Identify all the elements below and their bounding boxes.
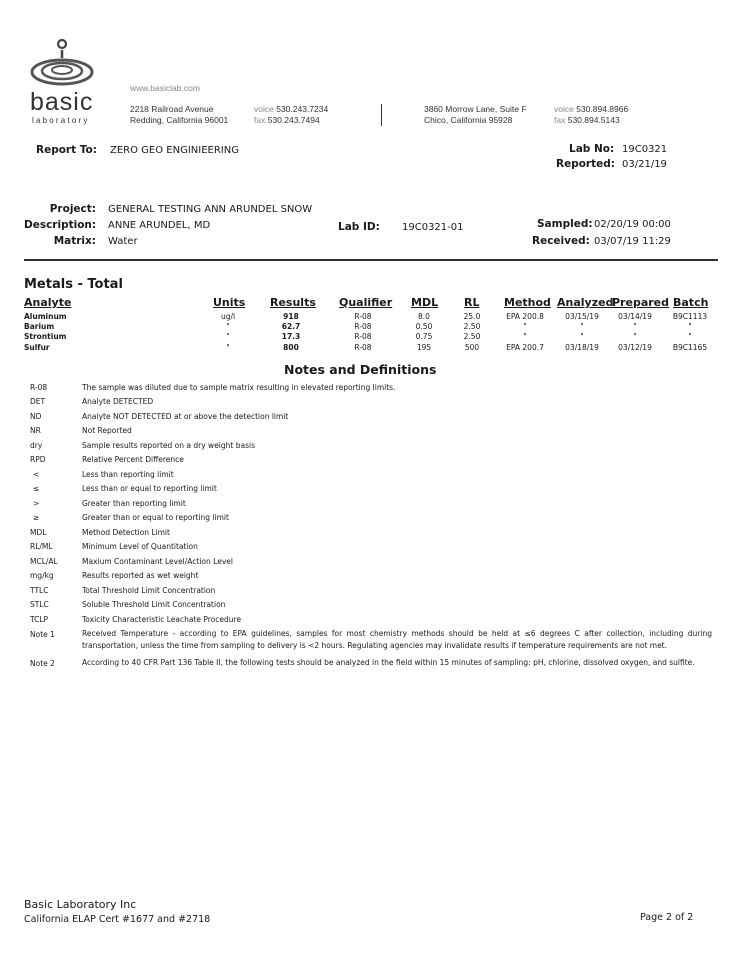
cell-analyte: Barium — [24, 322, 55, 331]
cell-result: 800 — [283, 343, 299, 352]
voice-label: voice — [554, 104, 574, 114]
note-abbr: R-08 — [30, 383, 48, 392]
note-def: Minimum Level of Quantitation — [82, 542, 198, 551]
note-abbr: dry — [30, 441, 43, 450]
logo-wordmark: basic — [30, 88, 94, 116]
col-header-analyte: Analyte — [24, 296, 72, 309]
project-value: GENERAL TESTING ANN ARUNDEL SNOW — [108, 204, 313, 215]
fax-number: 530.243.7494 — [267, 115, 320, 125]
note-def: Soluble Threshold Limit Concentration — [82, 600, 226, 609]
note-def: Toxicity Characteristic Leachate Procedure — [82, 615, 242, 624]
cell-qualifier: R-08 — [354, 322, 372, 331]
description-label: Description: — [24, 219, 97, 231]
project-label: Project: — [49, 203, 96, 215]
cell-method: EPA 200.7 — [506, 343, 544, 352]
note-def: Analyte NOT DETECTED at or above the detection limit — [82, 412, 289, 421]
col-header-method: Method — [504, 296, 551, 309]
cell-rl: 2.50 — [463, 332, 481, 341]
note-def: Less than or equal to reporting limit — [82, 484, 217, 493]
cell-analyte: Sulfur — [24, 343, 50, 352]
cell-prepared: 03/12/19 — [618, 343, 652, 352]
cell-prepared: " — [633, 332, 637, 341]
page-number: Page 2 of 2 — [640, 912, 694, 923]
cell-prepared: " — [633, 322, 637, 331]
header-rule — [24, 259, 718, 261]
cell-result: 62.7 — [281, 322, 301, 331]
phone-redding — [254, 104, 328, 126]
cell-units: ug/l — [220, 312, 236, 321]
matrix-value: Water — [108, 236, 138, 247]
sampled-value: 02/20/19 00:00 — [594, 219, 671, 230]
note-def: Greater than reporting limit — [82, 499, 186, 508]
col-header-results: Results — [270, 296, 316, 309]
lab-no-value: 19C0321 — [622, 144, 668, 155]
note-def: Maxium Contaminant Level/Action Level — [82, 557, 233, 566]
voice-label: voice — [254, 104, 274, 114]
note-abbr: NR — [30, 426, 41, 435]
company-logo — [28, 36, 100, 126]
note-abbr: MCL/AL — [30, 557, 58, 566]
cell-batch: " — [688, 332, 692, 341]
cell-rl: 2.50 — [463, 322, 481, 331]
cell-analyte: Strontium — [24, 332, 67, 341]
note-def: Relative Percent Difference — [82, 455, 184, 464]
company-website[interactable]: www.basiclab.com — [130, 83, 200, 93]
cell-analyte: Aluminum — [24, 312, 67, 321]
footer-company: Basic Laboratory Inc — [24, 898, 137, 911]
cell-mdl: 8.0 — [418, 312, 430, 321]
voice-number: 530.894.8966 — [576, 104, 629, 114]
note-def: Method Detection Limit — [82, 528, 170, 537]
cell-rl: 500 — [464, 343, 480, 352]
address-chico-street: 3860 Morrow Lane, Suite F — [424, 104, 527, 114]
cell-rl: 25.0 — [463, 312, 481, 321]
cell-qualifier: R-08 — [354, 312, 372, 321]
note2-text: According to 40 CFR Part 136 Table II, the following tests should be analyzed in the field within 15 minutes of sampling: pH, chlorine, dissolved oxygen, and sulfite. — [82, 658, 695, 667]
cell-method: " — [523, 332, 527, 341]
note-abbr: mg/kg — [30, 571, 54, 580]
address-chico-city: Chico, California 95928 — [424, 115, 513, 125]
note-abbr: ND — [30, 412, 42, 421]
address-redding-city: Redding, California 96001 — [130, 115, 229, 125]
cell-units: " — [226, 343, 230, 352]
cell-qualifier: R-08 — [354, 332, 372, 341]
note-def: Analyte DETECTED — [82, 397, 154, 406]
note-abbr: ≤ — [33, 484, 40, 493]
note-def: Not Reported — [82, 426, 132, 435]
note1-label: Note 1 — [30, 630, 55, 639]
note-def: Sample results reported on a dry weight basis — [82, 441, 255, 450]
cell-result: 918 — [283, 312, 299, 321]
fax-number: 530.894.5143 — [567, 115, 620, 125]
col-header-rl: RL — [464, 296, 480, 309]
cell-result: 17.3 — [281, 332, 301, 341]
lab-id-label: Lab ID: — [338, 221, 380, 233]
col-header-qualifier: Qualifier — [339, 296, 393, 309]
note-abbr: RPD — [30, 455, 46, 464]
sampled-label: Sampled: — [537, 218, 593, 230]
address-divider — [381, 104, 382, 126]
cell-batch: B9C1165 — [672, 343, 708, 352]
cell-analyzed: 03/18/19 — [565, 343, 599, 352]
col-header-batch: Batch — [673, 296, 709, 309]
cell-units: " — [226, 322, 230, 331]
phone-chico — [554, 104, 628, 126]
cell-analyzed: 03/15/19 — [565, 312, 599, 321]
section-title: Metals - Total — [24, 277, 123, 292]
note-abbr: < — [33, 470, 40, 479]
note-abbr: ≥ — [33, 513, 40, 522]
reported-label: Reported: — [556, 158, 615, 170]
fax-label: fax — [254, 115, 266, 125]
cell-analyzed: " — [580, 322, 584, 331]
col-header-units: Units — [213, 296, 246, 309]
col-header-mdl: MDL — [411, 296, 439, 309]
report-to-value: ZERO GEO ENGINIEERING — [110, 145, 239, 156]
note-def: Greater than or equal to reporting limit — [82, 513, 229, 522]
received-value: 03/07/19 11:29 — [594, 236, 671, 247]
logo-subtitle: laboratory — [32, 116, 90, 125]
note-def: The sample was diluted due to sample matrix resulting in elevated reporting limits. — [82, 383, 396, 392]
note-abbr: > — [33, 499, 40, 508]
cell-mdl: 0.75 — [415, 332, 433, 341]
col-header-prepared: Prepared — [612, 296, 670, 309]
note-def: Results reported as wet weight — [82, 571, 199, 580]
fax-label: fax — [554, 115, 566, 125]
note1-text: Received Temperature - according to EPA guidelines, samples for most chemistry methods should be held at ≤6 degrees C after collection, including during transportation, unless the time from sampling to delivery is <2 hours. Regulating agencies may invalidate results if temperature requirements are not met. — [82, 629, 712, 650]
lab-no-label: Lab No: — [569, 143, 615, 155]
matrix-label: Matrix: — [53, 235, 96, 247]
cell-units: " — [226, 332, 230, 341]
reported-value: 03/21/19 — [622, 159, 667, 170]
cell-batch: B9C1113 — [672, 312, 708, 321]
note-abbr: TTLC — [30, 586, 49, 595]
address-redding-street: 2218 Railroad Avenue — [130, 104, 214, 114]
note-abbr: TCLP — [30, 615, 49, 624]
note-def: Total Threshold Limit Concentration — [82, 586, 216, 595]
cell-prepared: 03/14/19 — [618, 312, 652, 321]
cell-batch: " — [688, 322, 692, 331]
note-def: Less than reporting limit — [82, 470, 174, 479]
cell-mdl: 195 — [416, 343, 432, 352]
note-abbr: MDL — [30, 528, 47, 537]
description-value: ANNE ARUNDEL, MD — [108, 220, 211, 231]
water-drop-logo-icon — [28, 36, 100, 88]
cell-method: EPA 200.8 — [506, 312, 544, 321]
address-chico — [424, 104, 527, 126]
note-abbr: STLC — [30, 600, 49, 609]
note2-label: Note 2 — [30, 659, 55, 668]
cell-mdl: 0.50 — [415, 322, 433, 331]
cell-analyzed: " — [580, 332, 584, 341]
voice-number: 530.243.7234 — [276, 104, 329, 114]
notes-title: Notes and Definitions — [284, 362, 437, 377]
col-header-analyzed: Analyzed — [557, 296, 614, 309]
lab-id-value: 19C0321-01 — [402, 222, 464, 233]
cell-qualifier: R-08 — [354, 343, 372, 352]
cell-method: " — [523, 322, 527, 331]
report-to-label: Report To: — [36, 144, 97, 156]
address-redding — [130, 104, 228, 126]
footer-cert: California ELAP Cert #1677 and #2718 — [24, 914, 211, 925]
note-abbr: RL/ML — [30, 542, 53, 551]
note-abbr: DET — [30, 397, 46, 406]
received-label: Received: — [532, 235, 590, 247]
